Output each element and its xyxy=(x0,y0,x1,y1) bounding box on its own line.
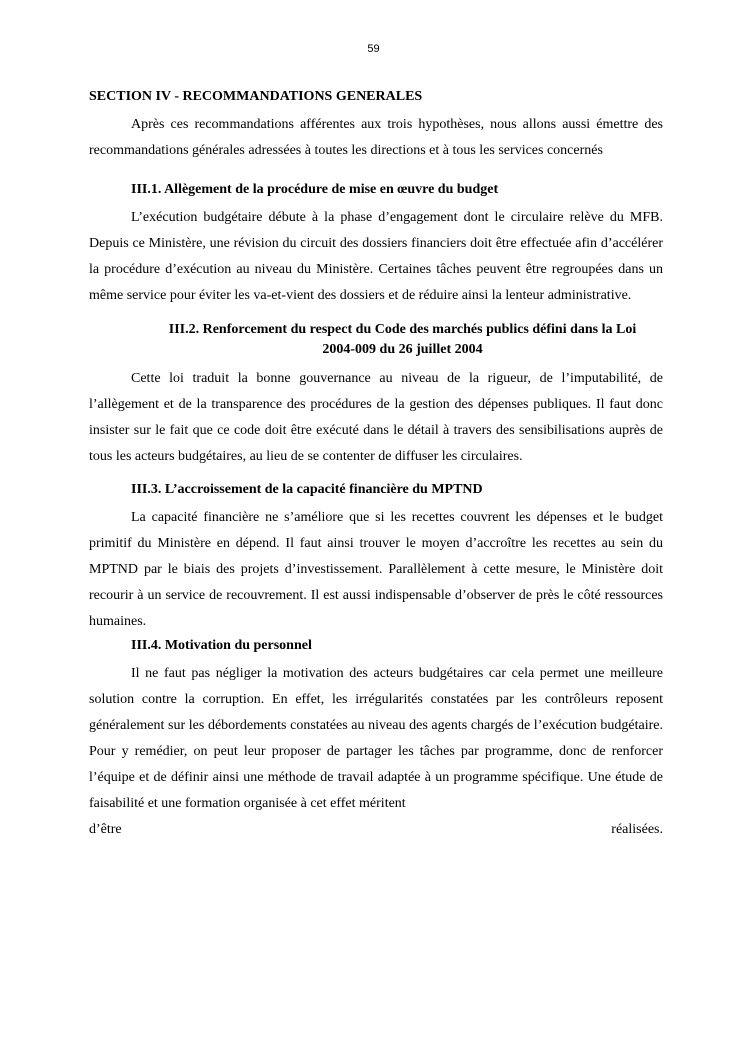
subsection-paragraph-3: La capacité financière ne s’améliore que si les recettes couvrent les dépenses et le budget primitif du Ministère en dépend. Il faut ainsi trouver le moyen d’accroître les recettes au sein du MPTND par le biais des projets d’investissement. Parallèlement à cette mesure, le Ministère doit recourir à un service de recouvrement. Il est aussi indispensable d’observer de près le côté ressources humaines. xyxy=(89,510,663,629)
subsection-paragraph-2: Cette loi traduit la bonne gouvernance au niveau de la rigueur, de l’imputabilité, de l’allègement et de la transparence des procédures de la gestion des dépenses publiques. Il faut donc insister sur le fait que ce code doit être exécuté dans le détail à travers des sensibilisations auprès de tous les acteurs budgétaires, au lieu de se contenter de diffuser les circulaires. xyxy=(89,371,663,464)
subsection-paragraph-1: L’exécution budgétaire débute à la phase d’engagement dont le circulaire relève du MFB. Depuis ce Ministère, une révision du circuit des dossiers financiers doit être effectuée afin d’accélérer la procédure d’exécution au niveau du Ministère. Certaines tâches peuvent être regroupées dans un même service pour éviter les va-et-vient des dossiers et de réduire ainsi la lenteur administrative. xyxy=(89,210,663,303)
last-line-left-word: d’être xyxy=(89,822,122,837)
subsection-paragraph-4-last-line xyxy=(89,817,663,843)
subsection-heading-2-line-2: 2004-009 du 26 juillet 2004 xyxy=(322,342,483,357)
section-intro-paragraph: Après ces recommandations afférentes aux trois hypothèses, nous allons aussi émettre des recommandations générales adressées à toutes les directions et à tous les services concernés xyxy=(89,117,663,158)
document-body xyxy=(89,88,663,843)
subsection-heading-3: III.3. L’accroissement de la capacité financière du MPTND xyxy=(131,482,483,497)
subsection-heading-2 xyxy=(89,320,663,360)
page-number: 59 xyxy=(367,43,380,55)
subsection-heading-1: III.1. Allègement de la procédure de mise en œuvre du budget xyxy=(131,182,499,197)
last-line-right-word: réalisées. xyxy=(611,822,663,837)
subsection-heading-4: III.4. Motivation du personnel xyxy=(131,638,312,653)
subsection-paragraph-4: Il ne faut pas négliger la motivation des acteurs budgétaires car cela permet une meilleure solution contre la corruption. En effet, les irrégularités constatées par les contrôleurs reposent généralement sur les débordements constatées au niveau des agents chargés de l’exécution budgétaire. Pour y remédier, on peut leur proposer de partager les tâches par programme, donc de renforcer l’équipe et de définir ainsi une méthode de travail adaptée à un programme spécifique. Une étude de faisabilité et une formation organisée à cet effet méritent xyxy=(89,666,663,811)
subsection-heading-2-line-1: III.2. Renforcement du respect du Code des marchés publics défini dans la Loi xyxy=(168,322,637,337)
section-title: SECTION IV - RECOMMANDATIONS GENERALES xyxy=(89,89,423,104)
